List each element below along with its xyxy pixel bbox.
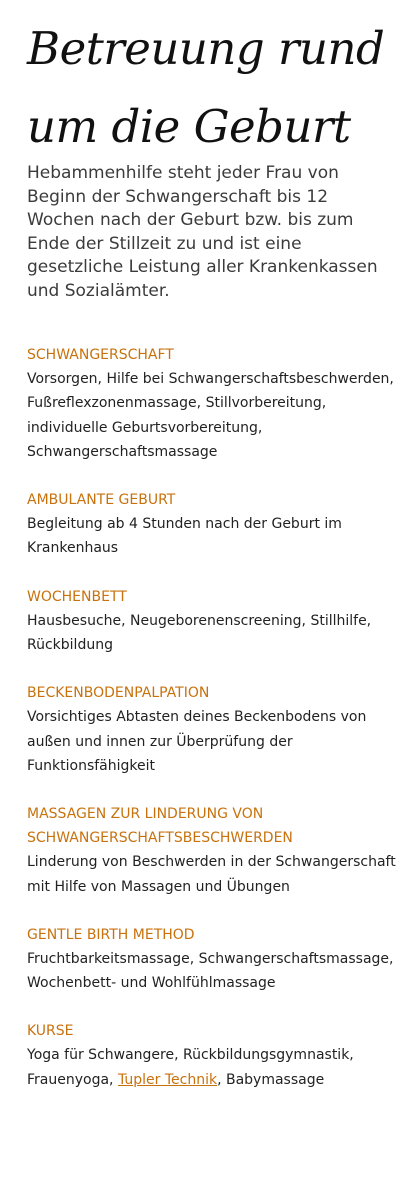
section-text: Linderung von Beschwerden in der Schwangerschaft mit Hilfe von Massagen und Übungen [27,854,396,895]
section-wochenbett [27,585,399,658]
section-text: Vorsichtiges Abtasten deines Beckenbodens von außen und innen zur Überprüfung der Funktionsfähigkeit [27,709,367,774]
page-title-line-2: um die Geburt [27,100,351,153]
section-schwangerschaft [27,343,399,464]
section-heading: BECKENBODENPALPATION [27,685,210,702]
tupler-technik-link[interactable]: Tupler Technik [117,1071,218,1088]
section-heading: GENTLE BIRTH METHOD [27,926,195,943]
section-gentle-birth-method [27,923,399,996]
intro-text: Hebammenhilfe steht jeder Frau von Beginn der Schwangerschaft bis 12 Wochen nach der Geburt bzw. bis zum Ende der Stillzeit zu und ist eine gesetzliche Leistung aller Krankenkassen und Sozialämter. [27,163,378,301]
page-title-line-1: Betreuung rund [27,22,385,75]
section-ambulante-geburt [27,488,399,561]
section-massagen [27,802,399,899]
section-heading: KURSE [27,1023,74,1040]
section-beckenbodenpalpation [27,681,399,778]
section-text-after-link: , Babymassage [217,1071,325,1088]
section-heading: AMBULANTE GEBURT [27,492,176,509]
page-title [27,22,399,154]
section-text: Hausbesuche, Neugeborenenscreening, Stillhilfe, Rückbildung [27,612,372,654]
section-text: Vorsorgen, Hilfe bei Schwangerschaftsbeschwerden, Fußreflexzonenmassage, Stillvorbereitung, individuelle Geburtsvorbereitung, Schwangerschaftsmassage [27,371,394,460]
section-text: Begleitung ab 4 Stunden nach der Geburt im Krankenhaus [27,516,342,557]
section-text [27,1043,399,1092]
section-heading: WOCHENBETT [27,588,127,605]
section-kurse [27,1019,399,1092]
service-list [27,343,399,1092]
section-heading: SCHWANGERSCHAFT [27,347,174,363]
section-heading: MASSAGEN ZUR LINDERUNG VON SCHWANGERSCHAFTSBESCHWERDEN [27,806,293,847]
section-text: Fruchtbarkeitsmassage, Schwangerschaftsmassage, Wochenbett- und Wohlfühlmassage [27,950,394,992]
section-text-before-link: Yoga für Schwangere, Rückbildungsgymnastik, Frauenyoga, [27,1047,354,1088]
